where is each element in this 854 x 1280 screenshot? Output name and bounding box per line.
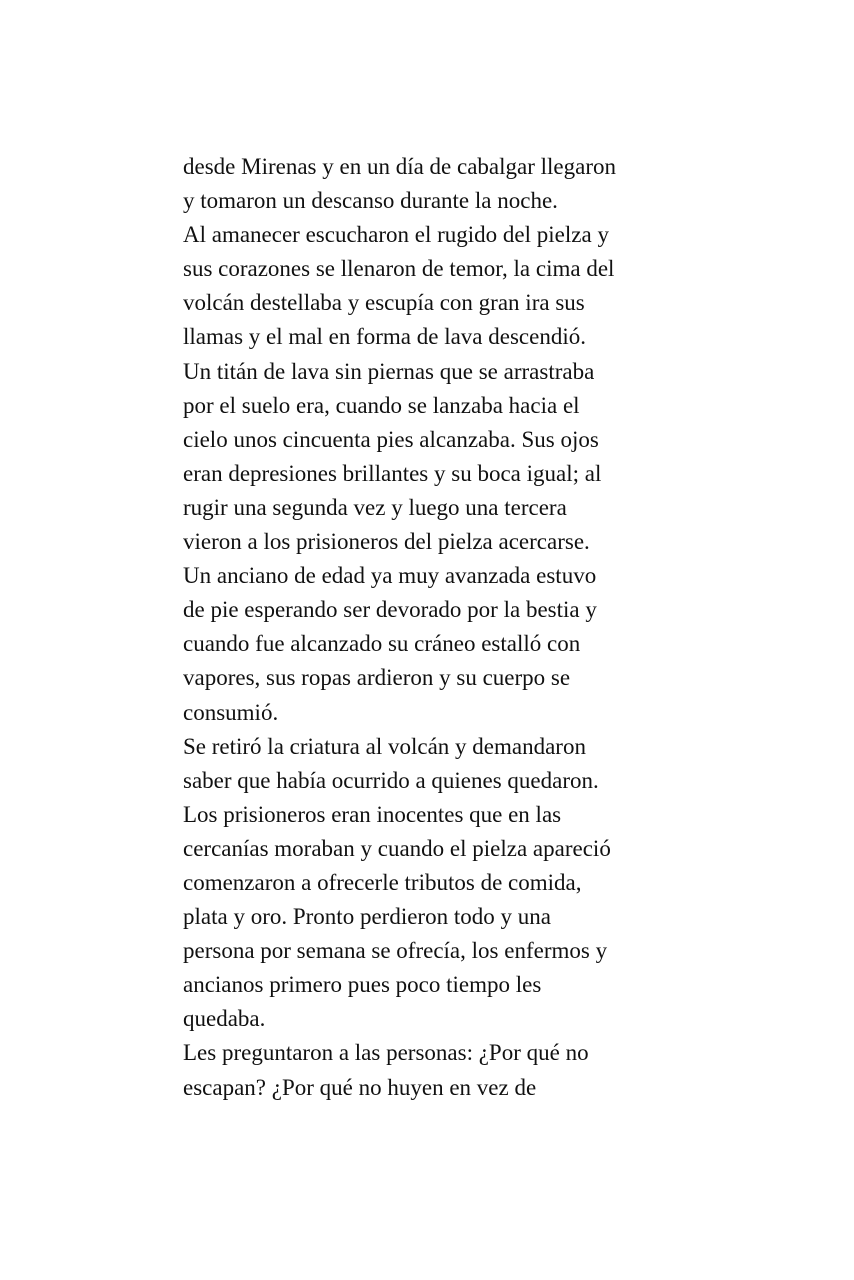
text-line: por el suelo era, cuando se lanzaba hacia el	[183, 392, 580, 418]
text-line: ancianos primero pues poco tiempo les	[183, 972, 542, 998]
text-line: Los prisioneros eran inocentes que en las	[183, 801, 562, 827]
text-line: de pie esperando ser devorado por la bestia y	[183, 597, 597, 623]
body-text	[183, 150, 743, 1105]
text-line: cercanías moraban y cuando el pielza apareció	[183, 835, 611, 861]
text-line: y tomaron un descanso durante la noche.	[183, 188, 558, 214]
text-line: persona por semana se ofrecía, los enfermos y	[183, 938, 608, 964]
text-line: Les preguntaron a las personas: ¿Por qué no	[183, 1040, 589, 1066]
text-line: Un anciano de edad ya muy avanzada estuvo	[183, 563, 597, 589]
text-line: saber que había ocurrido a quienes quedaron.	[183, 767, 599, 793]
text-line: Se retiró la criatura al volcán y demandaron	[183, 733, 586, 759]
text-line: quedaba.	[183, 1006, 266, 1032]
text-line: escapan? ¿Por qué no huyen en vez de	[183, 1074, 537, 1100]
text-line: cuando fue alcanzado su cráneo estalló con	[183, 631, 581, 657]
text-line: rugir una segunda vez y luego una tercera	[183, 494, 567, 520]
text-line: vapores, sus ropas ardieron y su cuerpo se	[183, 665, 571, 691]
text-line: sus corazones se llenaron de temor, la cima del	[183, 256, 615, 282]
text-line: llamas y el mal en forma de lava descendió.	[183, 324, 586, 350]
text-line: desde Mirenas y en un día de cabalgar llegaron	[183, 154, 616, 179]
text-line: Al amanecer escucharon el rugido del pielza y	[183, 222, 609, 248]
text-line: consumió.	[183, 699, 279, 725]
text-line: comenzaron a ofrecerle tributos de comida,	[183, 869, 582, 895]
text-line: volcán destellaba y escupía con gran ira sus	[183, 290, 585, 316]
text-line: plata y oro. Pronto perdieron todo y una	[183, 904, 551, 930]
text-line: Un titán de lava sin piernas que se arrastraba	[183, 358, 595, 384]
text-line: cielo unos cincuenta pies alcanzaba. Sus ojos	[183, 426, 599, 452]
text-line: vieron a los prisioneros del pielza acercarse.	[183, 529, 590, 555]
text-line: eran depresiones brillantes y su boca igual; al	[183, 460, 602, 486]
